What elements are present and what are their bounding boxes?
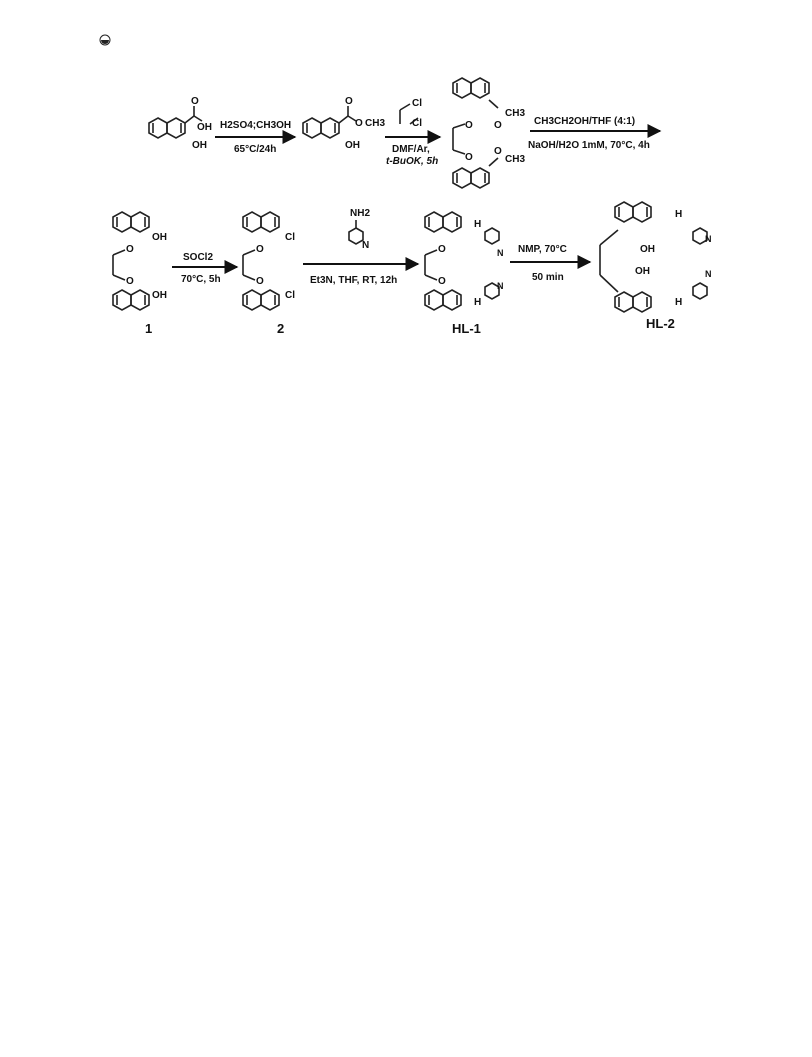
svg-text:O: O (494, 146, 502, 157)
group-o: O (438, 244, 446, 255)
svg-text:O: O (345, 96, 353, 107)
group-nh: H (675, 209, 683, 220)
group-n: N (705, 269, 712, 279)
condition-1-top: H2SO4;CH3OH (220, 120, 292, 131)
group-nh: H (675, 297, 683, 308)
group-n: N (705, 234, 712, 244)
compound-label-hl-2: HL-2 (646, 316, 675, 331)
group-o: O (465, 152, 473, 163)
group-nh: H (474, 219, 482, 230)
group-cl: Cl (285, 232, 295, 243)
condition-3-bottom: NaOH/H2O 1mM, 70°C, 4h (528, 140, 650, 151)
compound-hl-2 (600, 202, 712, 331)
compound-label-2: 2 (277, 321, 285, 336)
compound-label-1: 1 (145, 321, 153, 336)
group-o: O (126, 244, 134, 255)
group-oh: OH (152, 290, 167, 301)
compound-hl-1 (425, 212, 504, 336)
group-o: O (256, 244, 264, 255)
group-n: N (497, 248, 504, 258)
group-oh: OH (152, 232, 167, 243)
group-cl: Cl (285, 290, 295, 301)
group-cl: Cl (412, 118, 422, 129)
condition-4-bottom: 70°C, 5h (181, 274, 221, 285)
radio-dot-icon (100, 35, 110, 45)
group-n: N (362, 240, 370, 251)
group-nh: H (474, 297, 482, 308)
compound-2 (243, 212, 295, 336)
condition-4-top: SOCl2 (183, 252, 214, 263)
group-n: N (497, 281, 504, 291)
group-o: O (126, 276, 134, 287)
condition-6-bottom: 50 min (532, 272, 564, 283)
svg-text:O: O (494, 120, 502, 131)
condition-2-line1: DMF/Ar, (392, 144, 430, 155)
svg-text:O: O (355, 118, 363, 129)
group-oh: OH (192, 140, 207, 151)
condition-6-top: NMP, 70°C (518, 244, 567, 255)
compound-1 (113, 212, 167, 336)
group-ch3: CH3 (365, 118, 386, 129)
compound-label-hl-1: HL-1 (452, 321, 481, 336)
condition-5-bottom: Et3N, THF, RT, 12h (310, 275, 398, 286)
reagent-nh2: NH2 (350, 208, 371, 219)
start-acid (149, 96, 212, 151)
group-ch3: CH3 (505, 108, 526, 119)
svg-text:O: O (191, 96, 199, 107)
group-o: O (465, 120, 473, 131)
group-oh: OH (345, 140, 360, 151)
group-o: O (438, 276, 446, 287)
group-o: O (256, 276, 264, 287)
group-oh: OH (640, 244, 655, 255)
group-ch3: CH3 (505, 154, 526, 165)
condition-3-top: CH3CH2OH/THF (4:1) (534, 116, 636, 127)
dichloropropene-reagent (400, 98, 422, 129)
condition-2-line2: t-BuOK, 5h (386, 156, 439, 167)
condition-1-bottom: 65°C/24h (234, 144, 277, 155)
group-oh: OH (635, 266, 650, 277)
group-oh: OH (197, 122, 212, 133)
group-cl: Cl (412, 98, 422, 109)
bis-ester (453, 78, 525, 188)
aminopyridine-reagent (349, 208, 370, 251)
methyl-ester (303, 96, 385, 151)
